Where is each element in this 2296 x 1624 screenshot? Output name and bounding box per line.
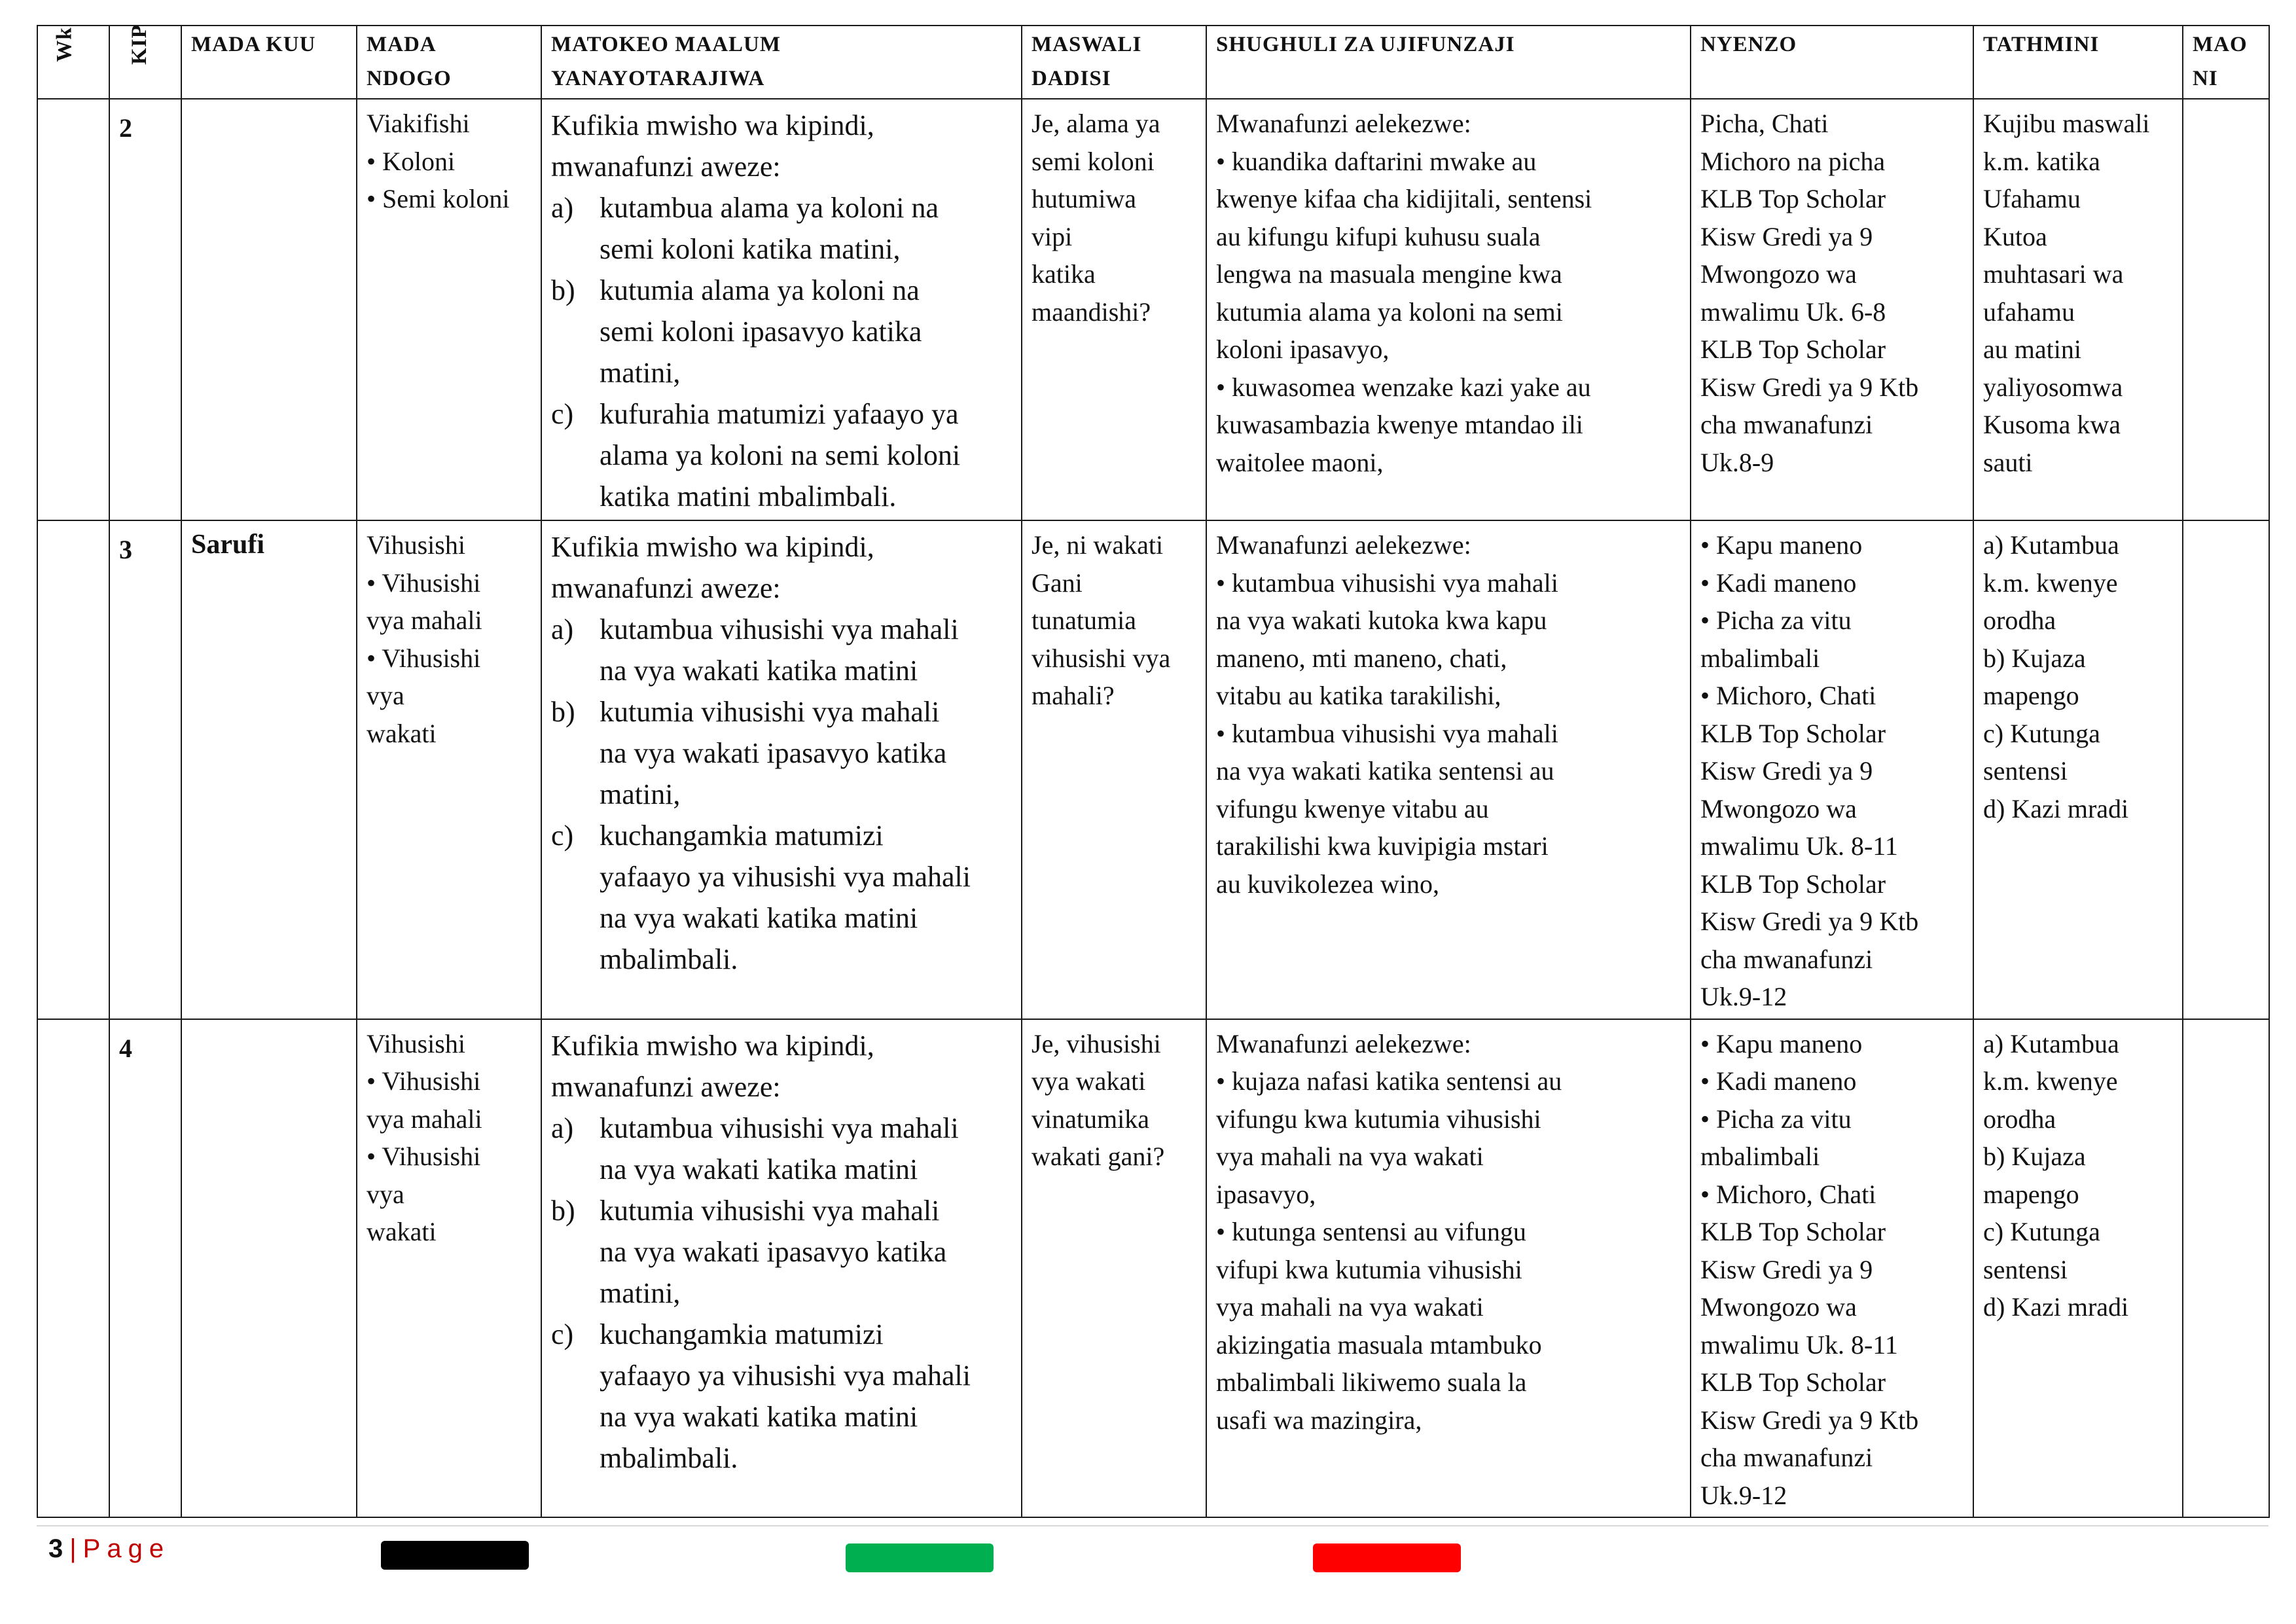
scheme-table <box>37 25 2270 1518</box>
tathmini-line: Kusoma kwa <box>1983 410 2121 439</box>
objective-item <box>551 270 1013 393</box>
objective-text: semi koloni katika matini, <box>600 233 901 265</box>
maswali-line: semi koloni <box>1031 146 1155 176</box>
maswali-cell <box>1022 99 1206 520</box>
objective-item <box>551 1190 1013 1314</box>
green-color-bar <box>846 1543 994 1572</box>
tathmini-line: muhtasari wa <box>1983 259 2124 289</box>
tathmini-line: sentensi <box>1983 756 2068 785</box>
objectives-list <box>551 1108 1013 1479</box>
objective-label: b) <box>551 1194 575 1227</box>
lesson-row <box>37 520 2269 1019</box>
tathmini-line: sentensi <box>1983 1254 2068 1284</box>
objective-text: matini, <box>600 778 681 810</box>
objective-text: yafaayo ya vihusishi vya mahali <box>600 861 971 893</box>
mada-ndogo-line: • Vihusishi <box>367 643 481 673</box>
objectives-cell <box>541 1019 1022 1518</box>
nyenzo-line: KLB Top Scholar <box>1700 718 1886 748</box>
shughuli-line: • kutambua vihusishi vya mahali <box>1216 718 1558 748</box>
mada-ndogo-line: • Semi koloni <box>367 184 510 213</box>
objective-text: matini, <box>600 1276 681 1309</box>
shughuli-line: mbalimbali likiwemo suala la <box>1216 1367 1527 1397</box>
shughuli-line: koloni ipasavyo, <box>1216 334 1390 364</box>
shughuli-line: • kuandika daftarini mwake au <box>1216 146 1537 176</box>
tathmini-line: b) Kujaza <box>1983 643 2086 673</box>
shughuli-cell <box>1206 1019 1691 1518</box>
tathmini-line: k.m. kwenye <box>1983 568 2118 598</box>
lesson-row <box>37 99 2269 520</box>
objectives-intro: mwanafunzi aweze: <box>551 1070 781 1103</box>
nyenzo-line: Kisw Gredi ya 9 Ktb <box>1700 907 1919 936</box>
objective-text: alama ya koloni na semi koloni <box>600 439 961 471</box>
maswali-line: hutumiwa <box>1031 184 1136 213</box>
nyenzo-line: KLB Top Scholar <box>1700 869 1886 899</box>
objective-text: matini, <box>600 357 681 389</box>
header-row <box>37 26 2269 99</box>
shughuli-line: lengwa na masuala mengine kwa <box>1216 259 1562 289</box>
mada-ndogo-line: wakati <box>367 718 437 748</box>
objective-item <box>551 815 1013 980</box>
header-mada-kuu: MADA KUU <box>181 26 357 99</box>
nyenzo-cell <box>1691 1019 1973 1518</box>
tathmini-line: Kujibu maswali <box>1983 109 2150 138</box>
nyenzo-line: cha mwanafunzi <box>1700 1443 1873 1472</box>
shughuli-line: usafi wa mazingira, <box>1216 1405 1422 1435</box>
maswali-line: vya wakati <box>1031 1066 1146 1096</box>
lesson-row <box>37 1019 2269 1518</box>
objective-label: b) <box>551 274 575 306</box>
tathmini-line: Kutoa <box>1983 221 2047 251</box>
objectives-intro: Kufikia mwisho wa kipindi, <box>551 109 874 141</box>
shughuli-line: Mwanafunzi aelekezwe: <box>1216 530 1471 560</box>
tathmini-line: d) Kazi mradi <box>1983 1292 2129 1322</box>
objective-text: kutumia alama ya koloni na <box>600 274 920 306</box>
maswali-line: Je, ni wakati <box>1031 530 1164 560</box>
objective-text: na vya wakati katika matini <box>600 655 918 687</box>
tathmini-line: c) Kutunga <box>1983 1217 2100 1246</box>
nyenzo-line: Uk.8-9 <box>1700 447 1774 477</box>
maswali-line: Gani <box>1031 568 1083 598</box>
objective-text: mbalimbali. <box>600 1441 738 1474</box>
nyenzo-line: Kisw Gredi ya 9 <box>1700 1254 1873 1284</box>
maswali-line: vihusishi vya <box>1031 643 1171 673</box>
objective-text: na vya wakati katika matini <box>600 1153 918 1185</box>
nyenzo-cell <box>1691 520 1973 1019</box>
tathmini-line: au matini <box>1983 334 2081 364</box>
nyenzo-line: Mwongozo wa <box>1700 1292 1857 1322</box>
objective-item <box>551 1108 1013 1190</box>
mada-ndogo-line: Vihusishi <box>367 1028 465 1058</box>
objective-text: na vya wakati ipasavyo katika <box>600 737 947 769</box>
maswali-cell <box>1022 520 1206 1019</box>
shughuli-line: ipasavyo, <box>1216 1179 1316 1209</box>
objective-item <box>551 1314 1013 1479</box>
maswali-line: wakati gani? <box>1031 1142 1165 1171</box>
shughuli-line: Mwanafunzi aelekezwe: <box>1216 109 1471 138</box>
header-kip: KIP <box>109 26 181 99</box>
nyenzo-line: • Michoro, Chati <box>1700 681 1876 710</box>
tathmini-line: a) Kutambua <box>1983 530 2119 560</box>
mada-ndogo-line: vya <box>367 681 404 710</box>
tathmini-line: k.m. katika <box>1983 146 2100 176</box>
objective-label: c) <box>551 398 574 430</box>
shughuli-line: tarakilishi kwa kuvipigia mstari <box>1216 831 1549 861</box>
black-color-bar <box>381 1541 529 1570</box>
scheme-of-work-page <box>37 25 2269 1518</box>
header-shughuli: SHUGHULI ZA UJIFUNZAJI <box>1206 26 1691 99</box>
objective-text: na vya wakati katika matini <box>600 1400 918 1433</box>
tathmini-line: d) Kazi mradi <box>1983 793 2129 823</box>
nyenzo-line: Mwongozo wa <box>1700 793 1857 823</box>
shughuli-line: • kutambua vihusishi vya mahali <box>1216 568 1558 598</box>
shughuli-line: vifupi kwa kutumia vihusishi <box>1216 1254 1522 1284</box>
nyenzo-line: Uk.9-12 <box>1700 1480 1787 1510</box>
shughuli-line: au kifungu kifupi kuhusu suala <box>1216 221 1541 251</box>
shughuli-line: vya mahali na vya wakati <box>1216 1292 1484 1322</box>
objective-label: a) <box>551 192 574 224</box>
nyenzo-line: Kisw Gredi ya 9 Ktb <box>1700 1405 1919 1435</box>
maswali-line: Je, vihusishi <box>1031 1028 1161 1058</box>
objective-text: kuchangamkia matumizi <box>600 1318 884 1350</box>
objective-text: kuchangamkia matumizi <box>600 820 884 852</box>
objective-text: kutambua vihusishi vya mahali <box>600 613 959 645</box>
tathmini-cell <box>1973 1019 2183 1518</box>
objective-text: na vya wakati ipasavyo katika <box>600 1235 947 1268</box>
objective-label: c) <box>551 820 574 852</box>
shughuli-line: kwenye kifaa cha kidijitali, sentensi <box>1216 184 1592 213</box>
shughuli-line: akizingatia masuala mtambuko <box>1216 1329 1542 1360</box>
tathmini-line: yaliyosomwa <box>1983 372 2123 402</box>
objective-text: kutambua vihusishi vya mahali <box>600 1111 959 1144</box>
mada-ndogo-line: vya mahali <box>367 605 482 635</box>
kip-number: 3 <box>109 520 181 1019</box>
nyenzo-line: • Kadi maneno <box>1700 568 1857 598</box>
kip-number: 4 <box>109 1019 181 1518</box>
tathmini-line: mapengo <box>1983 681 2079 710</box>
objective-label: a) <box>551 613 574 645</box>
mada-ndogo-line: • Koloni <box>367 146 456 176</box>
shughuli-line: vifungu kwenye vitabu au <box>1216 793 1489 823</box>
mada-kuu-cell <box>181 1019 357 1518</box>
shughuli-line: • kujaza nafasi katika sentensi au <box>1216 1066 1562 1096</box>
maoni-cell <box>2183 1019 2269 1518</box>
nyenzo-line: KLB Top Scholar <box>1700 1217 1886 1246</box>
header-mada-ndogo: MADA NDOGO <box>357 26 541 99</box>
nyenzo-line: mbalimbali <box>1700 1142 1820 1171</box>
shughuli-line: vifungu kwa kutumia vihusishi <box>1216 1104 1541 1134</box>
maswali-line: vipi <box>1031 221 1073 251</box>
shughuli-line: waitolee maoni, <box>1216 447 1384 477</box>
objective-text: na vya wakati katika matini <box>600 902 918 934</box>
tathmini-line: ufahamu <box>1983 297 2075 327</box>
mada-ndogo-line: vya <box>367 1179 404 1209</box>
shughuli-line: vya mahali na vya wakati <box>1216 1142 1484 1171</box>
objectives-intro: Kufikia mwisho wa kipindi, <box>551 531 874 563</box>
maswali-line: Je, alama ya <box>1031 109 1160 138</box>
objective-item <box>551 691 1013 815</box>
shughuli-cell <box>1206 99 1691 520</box>
tathmini-line: Ufahamu <box>1983 184 2081 213</box>
tathmini-cell <box>1973 99 2183 520</box>
shughuli-line: kuwasambazia kwenye mtandao ili <box>1216 410 1583 439</box>
mada-kuu-cell <box>181 99 357 520</box>
shughuli-line: maneno, mti maneno, chati, <box>1216 643 1507 673</box>
mada-ndogo-line: Viakifishi <box>367 109 470 138</box>
tathmini-line: c) Kutunga <box>1983 718 2100 748</box>
objective-item <box>551 393 1013 517</box>
tathmini-line: k.m. kwenye <box>1983 1066 2118 1096</box>
nyenzo-line: KLB Top Scholar <box>1700 1367 1886 1397</box>
nyenzo-line: mwalimu Uk. 8-11 <box>1700 831 1898 861</box>
mada-ndogo-line: • Vihusishi <box>367 1142 481 1171</box>
shughuli-line: • kutunga sentensi au vifungu <box>1216 1217 1526 1246</box>
nyenzo-line: • Kapu maneno <box>1700 1028 1863 1058</box>
objectives-intro: mwanafunzi aweze: <box>551 572 781 604</box>
header-maswali: MASWALI DADISI <box>1022 26 1206 99</box>
objective-text: kutambua alama ya koloni na <box>600 192 939 224</box>
header-matokeo: MATOKEO MAALUM YANAYOTARAJIWA <box>541 26 1022 99</box>
nyenzo-line: Michoro na picha <box>1700 146 1886 176</box>
maswali-line: mahali? <box>1031 681 1115 710</box>
nyenzo-line: Kisw Gredi ya 9 Ktb <box>1700 372 1919 402</box>
nyenzo-line: cha mwanafunzi <box>1700 410 1873 439</box>
nyenzo-line: Mwongozo wa <box>1700 259 1857 289</box>
nyenzo-line: Kisw Gredi ya 9 <box>1700 756 1873 785</box>
objectives-cell <box>541 520 1022 1019</box>
maoni-cell <box>2183 520 2269 1019</box>
kip-number: 2 <box>109 99 181 520</box>
objective-text: kufurahia matumizi yafaayo ya <box>600 398 959 430</box>
page-footer <box>37 1525 2269 1563</box>
nyenzo-cell <box>1691 99 1973 520</box>
objective-label: c) <box>551 1318 574 1350</box>
mada-ndogo-cell <box>357 1019 541 1518</box>
shughuli-line: na vya wakati kutoka kwa kapu <box>1216 605 1547 635</box>
shughuli-line: au kuvikolezea wino, <box>1216 869 1439 899</box>
objective-text: mbalimbali. <box>600 943 738 975</box>
nyenzo-line: • Kadi maneno <box>1700 1066 1857 1096</box>
maswali-cell <box>1022 1019 1206 1518</box>
nyenzo-line: • Michoro, Chati <box>1700 1179 1876 1209</box>
wk-cell <box>37 1019 109 1518</box>
nyenzo-line: mbalimbali <box>1700 643 1820 673</box>
shughuli-line: vitabu au katika tarakilishi, <box>1216 681 1501 710</box>
mada-kuu-cell: Sarufi <box>181 520 357 1019</box>
nyenzo-line: KLB Top Scholar <box>1700 184 1886 213</box>
objective-text: kutumia vihusishi vya mahali <box>600 1194 940 1227</box>
header-tathmini: TATHMINI <box>1973 26 2183 99</box>
shughuli-line: kutumia alama ya koloni na semi <box>1216 297 1563 327</box>
maswali-line: vinatumika <box>1031 1104 1149 1134</box>
objective-text: semi koloni ipasavyo katika <box>600 316 922 348</box>
tathmini-line: b) Kujaza <box>1983 1142 2086 1171</box>
nyenzo-line: • Picha za vitu <box>1700 1104 1852 1134</box>
header-maoni: MAO NI <box>2183 26 2269 99</box>
objectives-list <box>551 187 1013 517</box>
maswali-line: katika <box>1031 259 1096 289</box>
wk-cell <box>37 520 109 1019</box>
shughuli-cell <box>1206 520 1691 1019</box>
nyenzo-line: mwalimu Uk. 8-11 <box>1700 1329 1898 1360</box>
objective-text: yafaayo ya vihusishi vya mahali <box>600 1359 971 1392</box>
tathmini-cell <box>1973 520 2183 1019</box>
mada-ndogo-line: wakati <box>367 1217 437 1246</box>
shughuli-line: • kuwasomea wenzake kazi yake au <box>1216 372 1591 402</box>
maswali-line: tunatumia <box>1031 605 1136 635</box>
tathmini-line: mapengo <box>1983 1179 2079 1209</box>
nyenzo-line: • Kapu maneno <box>1700 530 1863 560</box>
page-number: 3 | Page <box>48 1534 171 1563</box>
shughuli-line: na vya wakati katika sentensi au <box>1216 756 1554 785</box>
objective-item <box>551 609 1013 691</box>
mada-ndogo-line: • Vihusishi <box>367 568 481 598</box>
tathmini-line: orodha <box>1983 1104 2056 1134</box>
maoni-cell <box>2183 99 2269 520</box>
objective-item <box>551 187 1013 270</box>
tathmini-line: a) Kutambua <box>1983 1028 2119 1058</box>
maswali-line: maandishi? <box>1031 297 1151 327</box>
tathmini-line: orodha <box>1983 605 2056 635</box>
red-color-bar <box>1313 1543 1461 1572</box>
objective-text: kutumia vihusishi vya mahali <box>600 696 940 728</box>
mada-ndogo-line: vya mahali <box>367 1104 482 1134</box>
nyenzo-line: mwalimu Uk. 6-8 <box>1700 297 1886 327</box>
objective-text: katika matini mbalimbali. <box>600 480 897 513</box>
mada-ndogo-cell <box>357 99 541 520</box>
objectives-cell <box>541 99 1022 520</box>
shughuli-line: Mwanafunzi aelekezwe: <box>1216 1028 1471 1058</box>
header-nyenzo: NYENZO <box>1691 26 1973 99</box>
nyenzo-line: cha mwanafunzi <box>1700 944 1873 974</box>
wk-cell <box>37 99 109 520</box>
nyenzo-line: Kisw Gredi ya 9 <box>1700 221 1873 251</box>
mada-ndogo-line: Vihusishi <box>367 530 465 560</box>
nyenzo-line: • Picha za vitu <box>1700 605 1852 635</box>
nyenzo-line: Uk.9-12 <box>1700 982 1787 1011</box>
nyenzo-line: Picha, Chati <box>1700 109 1829 138</box>
mada-ndogo-cell <box>357 520 541 1019</box>
objectives-intro: mwanafunzi aweze: <box>551 151 781 183</box>
objectives-intro: Kufikia mwisho wa kipindi, <box>551 1029 874 1062</box>
objective-label: b) <box>551 696 575 728</box>
objective-label: a) <box>551 1111 574 1144</box>
objectives-list <box>551 609 1013 980</box>
header-wk: Wk <box>37 26 109 99</box>
tathmini-line: sauti <box>1983 447 2033 477</box>
mada-ndogo-line: • Vihusishi <box>367 1066 481 1096</box>
nyenzo-line: KLB Top Scholar <box>1700 334 1886 364</box>
